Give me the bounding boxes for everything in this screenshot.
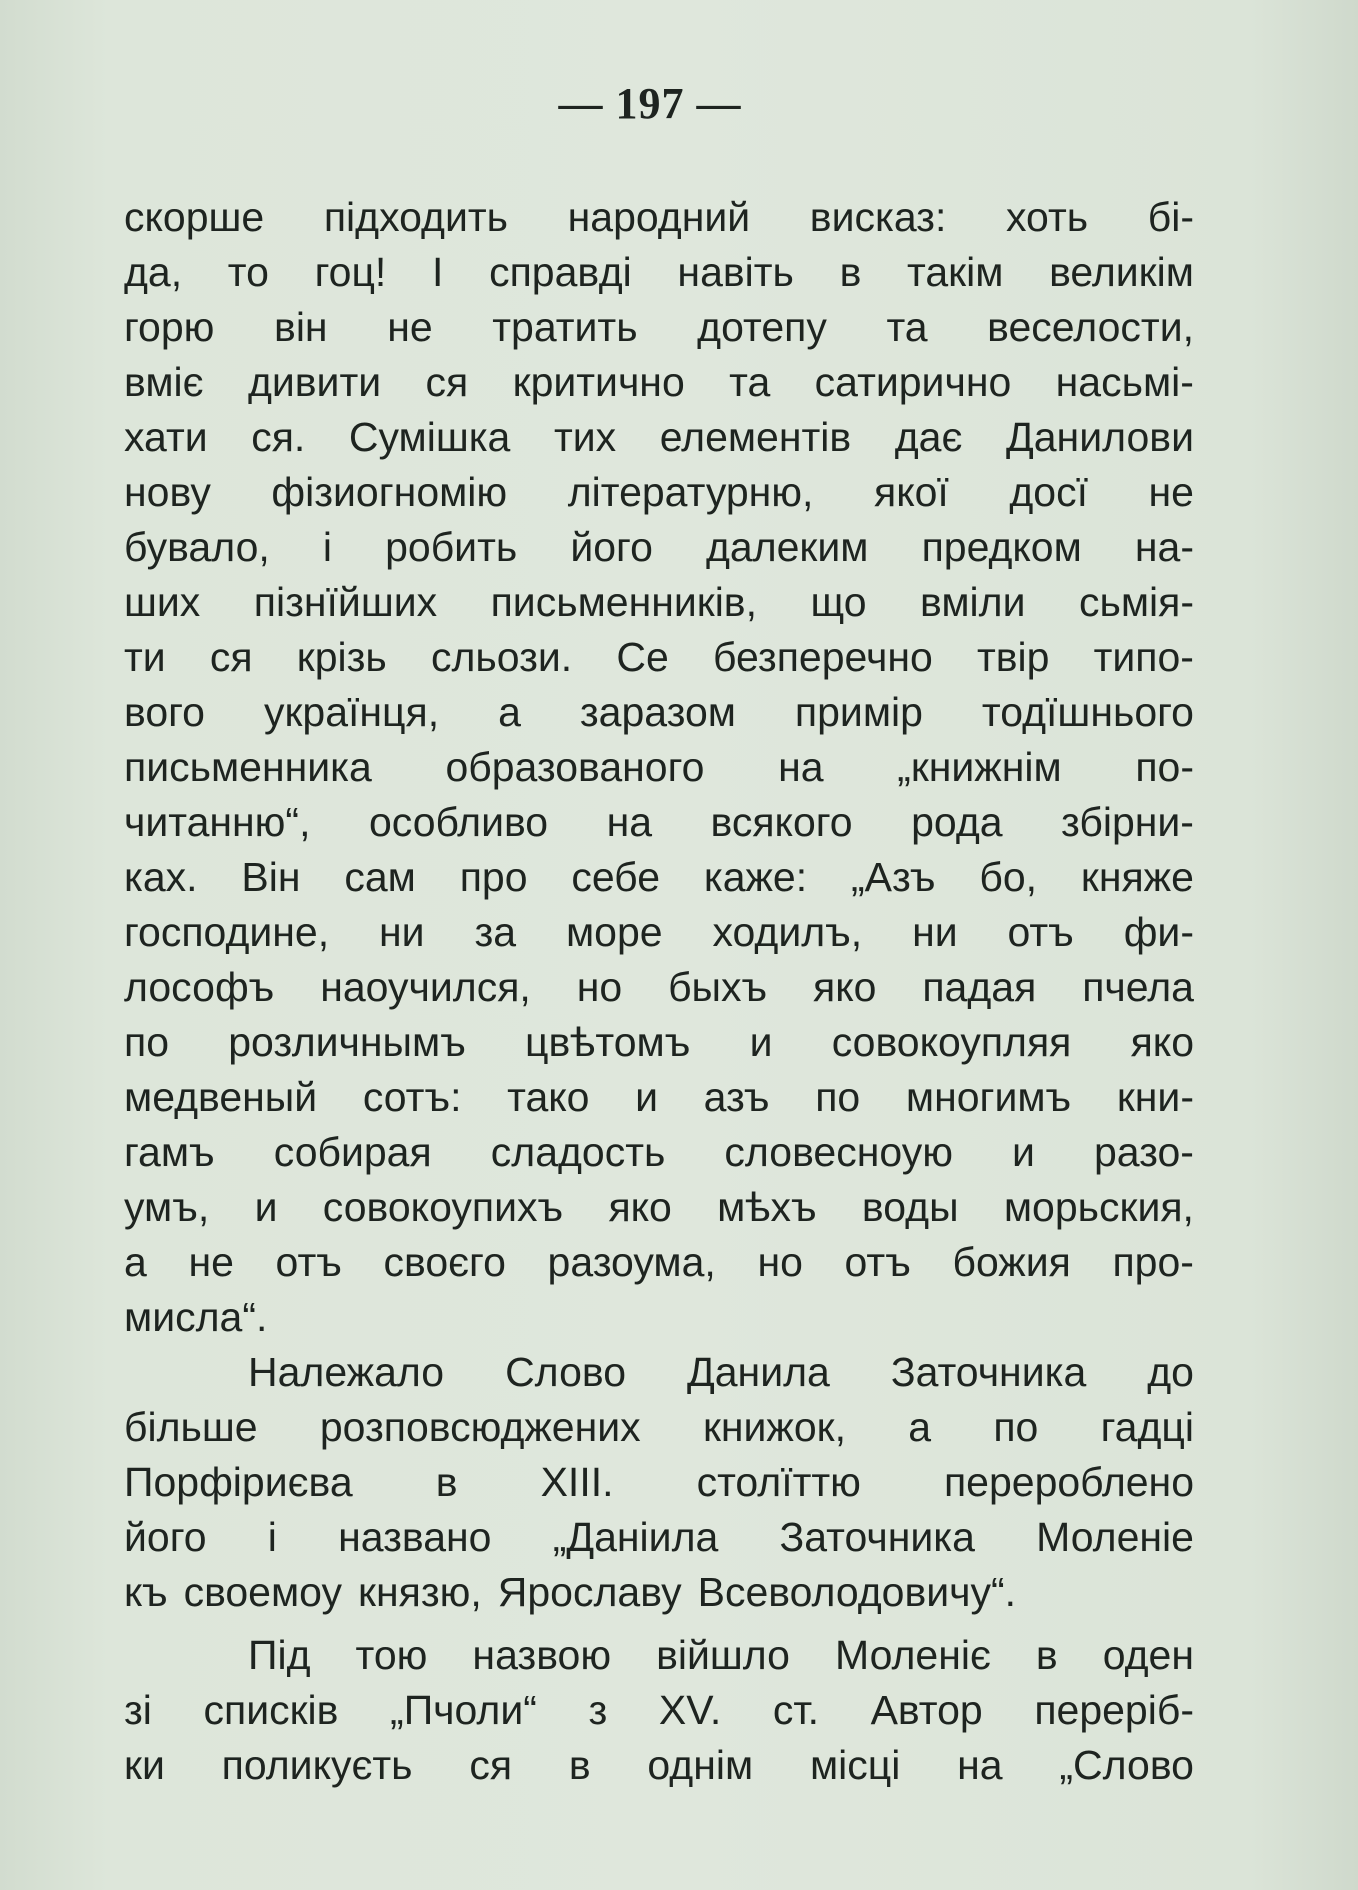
word: особливо [368, 799, 549, 845]
word: на [778, 744, 824, 790]
word: дотепу [697, 304, 827, 350]
word: вміли [920, 579, 1026, 625]
word: списків [203, 1687, 339, 1733]
word: Данила [686, 1349, 830, 1395]
word: веселости, [987, 304, 1194, 350]
word: читанню“, [124, 799, 311, 845]
word: Слово [505, 1349, 626, 1395]
word: досї [1009, 469, 1088, 515]
word: хати [124, 414, 208, 460]
word: названо [338, 1514, 492, 1560]
word: крізь [296, 634, 387, 680]
word: и [635, 1074, 659, 1120]
word: до [1147, 1349, 1194, 1395]
word: по [815, 1074, 861, 1120]
word: скорше [124, 194, 265, 240]
word: не [387, 304, 433, 350]
word: сьмія- [1078, 579, 1194, 625]
word: къ [124, 1569, 168, 1615]
text-line [124, 190, 1194, 245]
word: всякого [710, 799, 853, 845]
text-line [124, 1015, 1194, 1070]
text-line [124, 630, 1194, 685]
word: своемоу [183, 1569, 343, 1615]
word: на [606, 799, 653, 845]
word: а [498, 689, 521, 735]
word: письменника [124, 744, 372, 790]
word: а [124, 1239, 147, 1285]
word: по [993, 1404, 1039, 1450]
word: дивити [247, 359, 382, 405]
word: бо, [979, 854, 1038, 900]
word: но [576, 964, 623, 1010]
word: и [749, 1019, 773, 1065]
word: бі- [1147, 194, 1194, 240]
word: гамъ [124, 1129, 215, 1175]
word: образованого [445, 744, 705, 790]
word: ни [912, 909, 958, 955]
word: сам [344, 854, 416, 900]
word: отъ [1007, 909, 1074, 955]
word: „Пчоли“ [390, 1687, 537, 1733]
word: в [568, 1742, 591, 1788]
word: Ярославу [497, 1569, 682, 1615]
word: назвою [472, 1632, 612, 1678]
word: столїттю [696, 1459, 861, 1505]
word: разоума, [547, 1239, 716, 1285]
text-line [124, 1290, 1194, 1345]
word: та [729, 359, 771, 405]
word: далеким [705, 524, 869, 570]
text-line [124, 1180, 1194, 1235]
word: ся [469, 1742, 513, 1788]
word: ст. [772, 1687, 819, 1733]
word: якої [874, 469, 949, 515]
word: но [757, 1239, 803, 1285]
text-line [124, 520, 1194, 575]
word: сладость [490, 1129, 666, 1175]
text-line [124, 465, 1194, 520]
word: Всеволодовичу“. [697, 1569, 1017, 1615]
word: отъ [844, 1239, 911, 1285]
word: елементів [659, 414, 852, 460]
text-line [124, 410, 1194, 465]
word: да, [124, 249, 183, 295]
word: справді [489, 249, 632, 295]
text-line [124, 795, 1194, 850]
word: море [565, 909, 663, 955]
word: и [254, 1184, 278, 1230]
word: Автор [870, 1687, 983, 1733]
word: рода [911, 799, 1003, 845]
word: збірни- [1061, 799, 1194, 845]
word: книжок, [702, 1404, 846, 1450]
word: падая [922, 964, 1037, 1010]
word: цвѣтомъ [525, 1019, 691, 1065]
page-number: — 197 — [558, 79, 742, 128]
text-line [124, 960, 1194, 1015]
word: совокоупихъ [322, 1184, 564, 1230]
word: з [588, 1687, 608, 1733]
text-line [124, 1070, 1194, 1125]
word: оден [1102, 1632, 1194, 1678]
word: XV. [658, 1687, 722, 1733]
text-line [124, 1565, 1194, 1620]
word: ки [124, 1742, 165, 1788]
word: отъ [275, 1239, 342, 1285]
word: азъ [703, 1074, 770, 1120]
text-line [124, 1400, 1194, 1455]
word: такім [907, 249, 1004, 295]
word: народний [567, 194, 751, 240]
word: князю, [358, 1569, 482, 1615]
word: його [124, 1514, 207, 1560]
text-line [124, 1235, 1194, 1290]
word: нову [124, 469, 211, 515]
word: быхъ [668, 964, 768, 1010]
word: Се [616, 634, 669, 680]
paragraph-start-line [124, 1345, 1194, 1400]
word: літературню, [567, 469, 814, 515]
word: тих [553, 414, 617, 460]
word: в [1035, 1632, 1058, 1678]
word: заразом [579, 689, 736, 735]
word: многимъ [905, 1074, 1072, 1120]
word: дає [894, 414, 963, 460]
word: своєго [383, 1239, 506, 1285]
word: яко [1130, 1019, 1194, 1065]
word: в [839, 249, 862, 295]
word: Моленіє [834, 1632, 991, 1678]
word: поликуєть [221, 1742, 413, 1788]
word: в [435, 1459, 458, 1505]
word: ти [124, 634, 166, 680]
word: божия [952, 1239, 1071, 1285]
word: Він [241, 854, 301, 900]
word: насьмі- [1055, 359, 1194, 405]
text-line [124, 355, 1194, 410]
word: яко [608, 1184, 672, 1230]
word: та [886, 304, 928, 350]
word: „Азъ [850, 854, 936, 900]
paragraph-start-line [124, 1628, 1194, 1683]
word: твір [976, 634, 1050, 680]
word: переріб- [1034, 1687, 1194, 1733]
word: Належало [248, 1349, 445, 1395]
word: війшло [656, 1632, 790, 1678]
word: мѣхъ [717, 1184, 817, 1230]
word: робить [385, 524, 518, 570]
word: його [570, 524, 653, 570]
word: Заточника [779, 1514, 975, 1560]
word: місці [809, 1742, 901, 1788]
word: однім [647, 1742, 754, 1788]
word: княже [1080, 854, 1194, 900]
word: совокоупляя [831, 1019, 1072, 1065]
word: Моленіе [1036, 1514, 1194, 1560]
word: примір [794, 689, 923, 735]
word: воды [861, 1184, 959, 1230]
word: Порфіриєва [124, 1459, 353, 1505]
word: тою [355, 1632, 428, 1678]
word: XIII. [540, 1459, 614, 1505]
text-line [124, 850, 1194, 905]
word: тратить [492, 304, 638, 350]
word: на- [1134, 524, 1194, 570]
word: лософъ [124, 964, 275, 1010]
word: висказ: [809, 194, 947, 240]
word: предком [921, 524, 1082, 570]
word: сатирично [814, 359, 1012, 405]
text-line [124, 1455, 1194, 1510]
word: ходилъ, [712, 909, 863, 955]
word: собирая [273, 1129, 432, 1175]
word: ся. [251, 414, 306, 460]
word: „Слово [1059, 1742, 1194, 1788]
word: то [227, 249, 269, 295]
word: він [274, 304, 328, 350]
text-line [124, 1683, 1194, 1738]
word: великім [1049, 249, 1194, 295]
word: перероблено [943, 1459, 1194, 1505]
word: за [474, 909, 517, 955]
word: горю [124, 304, 215, 350]
word: українця, [263, 689, 440, 735]
word: критично [512, 359, 685, 405]
word: кни- [1116, 1074, 1194, 1120]
text-line [124, 575, 1194, 630]
word: не [1148, 469, 1194, 515]
text-line [124, 245, 1194, 300]
word: і [322, 524, 332, 570]
word: разо- [1094, 1129, 1194, 1175]
word: ся [209, 634, 253, 680]
word: умъ, [124, 1184, 210, 1230]
word: про [459, 854, 528, 900]
word: по- [1135, 744, 1194, 790]
word: письменників, [490, 579, 757, 625]
word: вміє [124, 359, 204, 405]
word: наоучился, [320, 964, 531, 1010]
word: розличнымъ [228, 1019, 466, 1065]
word: гоц! [314, 249, 387, 295]
word: зі [124, 1687, 152, 1733]
body-text [124, 190, 1194, 1793]
word: морьския, [1003, 1184, 1194, 1230]
word: підходить [323, 194, 508, 240]
word: каже: [703, 854, 808, 900]
word: господине, [124, 909, 330, 955]
word: пізнїйших [253, 579, 438, 625]
text-line [124, 1125, 1194, 1180]
word: що [810, 579, 867, 625]
word: „Даніила [552, 1514, 719, 1560]
word: про- [1112, 1239, 1194, 1285]
word: гадці [1100, 1404, 1194, 1450]
word: безперечно [712, 634, 933, 680]
word: навіть [677, 249, 794, 295]
word: ших [124, 579, 201, 625]
word: сльози. [430, 634, 573, 680]
word: фи- [1123, 909, 1194, 955]
word: себе [571, 854, 661, 900]
word: ках. [124, 854, 198, 900]
word: тако [507, 1074, 590, 1120]
word: а [908, 1404, 932, 1450]
word: більше [124, 1404, 258, 1450]
text-line [124, 905, 1194, 960]
word: ся [425, 359, 469, 405]
word: Заточника [890, 1349, 1087, 1395]
word: і [267, 1514, 277, 1560]
text-line [124, 1510, 1194, 1565]
word: бувало, [124, 524, 270, 570]
word: Данилови [1005, 414, 1194, 460]
word: не [188, 1239, 234, 1285]
text-line [124, 300, 1194, 355]
word: розповсюджених [319, 1404, 641, 1450]
word: „книжнім [897, 744, 1062, 790]
word: вого [124, 689, 205, 735]
word: Під [248, 1632, 311, 1678]
word: І [432, 249, 444, 295]
word: на [957, 1742, 1003, 1788]
word: яко [813, 964, 877, 1010]
word: фізиогномію [271, 469, 508, 515]
word: хоть [1006, 194, 1089, 240]
word: сотъ: [362, 1074, 462, 1120]
word: типо- [1093, 634, 1194, 680]
word: и [1012, 1129, 1035, 1175]
word: пчела [1082, 964, 1194, 1010]
word: по [124, 1019, 170, 1065]
word: мисла“. [124, 1294, 268, 1340]
text-line [124, 685, 1194, 740]
word: Сумішка [348, 414, 511, 460]
text-line [124, 1738, 1194, 1793]
word: медвеный [124, 1074, 318, 1120]
word: словесноую [724, 1129, 953, 1175]
text-line [124, 740, 1194, 795]
word: ни [379, 909, 425, 955]
word: тодїшнього [981, 689, 1194, 735]
